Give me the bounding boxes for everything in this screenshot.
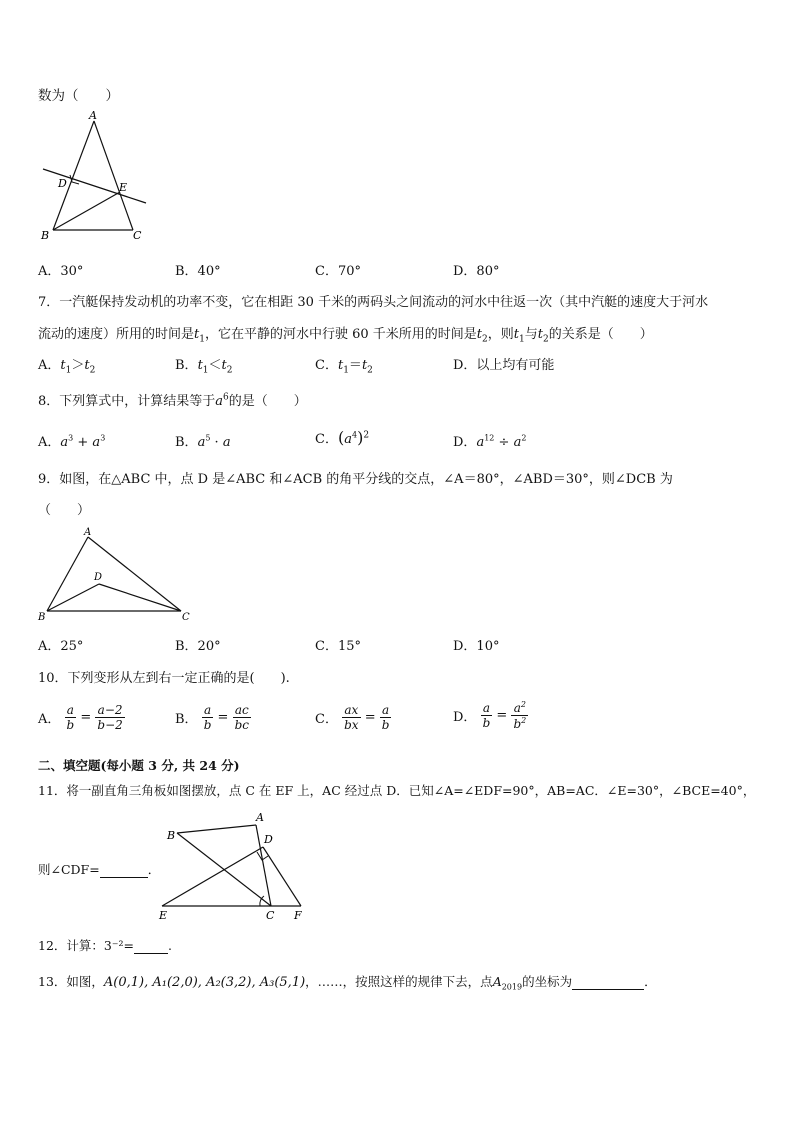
q9-line1: 9．如图，在△ABC 中，点 D 是∠ABC 和∠ACB 的角平分线的交点，∠A＝80°，∠ABD＝30°，则∠DCB 为 xyxy=(38,472,673,487)
q10-stem: 10．下列变形从左到右一定正确的是( ). xyxy=(38,671,290,686)
q11-label-f: F xyxy=(294,909,302,922)
section2-title: 二、填空题(每小题 3 分, 共 24 分) xyxy=(38,758,240,773)
q9-option-d[interactable]: D．10° xyxy=(453,639,500,654)
q11-label-e: E xyxy=(159,909,168,922)
q6-label-a: A xyxy=(89,109,97,122)
q7-line2: 流动的速度）所用的时间是$t_1$，它在平静的河水中行驶 60 千米所用的时间是$t_2$，则$t_1$与$t_2$的关系是（ ） xyxy=(38,327,653,345)
q11-label-d: D xyxy=(264,833,273,846)
q10-option-b[interactable]: B． $\frac{a}{b}$ = $\frac{ac}{bc}$ xyxy=(175,703,249,732)
q13-line: 13．如图，A(0,1), A₁(2,0), A₂(3,2), A₃(5,1)，……，按照这样的规律下去，点$A_{2019}$的坐标为 ． xyxy=(38,974,657,992)
q10-option-c[interactable]: C． $\frac{ax}{bx}$ = $\frac{a}{b}$ xyxy=(315,703,390,732)
q11-line1: 11．将一副直角三角板如图摆放，点 C 在 EF 上，AC 经过点 D．已知∠A=∠EDF=90°，AB=AC．∠E=30°，∠BCE=40°， xyxy=(38,783,756,798)
q6-stem-tail: 数为（ ） xyxy=(38,88,119,104)
q10-option-d[interactable]: D． $\frac{a}{b}$ = $\frac{a^2}{b^2}$ xyxy=(453,700,527,731)
q12-answer-blank[interactable] xyxy=(134,938,168,954)
q13-answer-blank[interactable] xyxy=(572,974,644,990)
q8-option-c[interactable]: C．$(a^4)^2$ xyxy=(315,428,370,447)
q6-label-d: D xyxy=(58,177,67,190)
q11-figure xyxy=(156,808,316,923)
q10-option-a[interactable]: A． $\frac{a}{b}$ = $\frac{a-2}{b-2}$ xyxy=(38,703,123,732)
q11-label-a: A xyxy=(256,811,264,824)
q7-option-d[interactable]: D．以上均有可能 xyxy=(453,358,555,373)
q9-option-c[interactable]: C．15° xyxy=(315,639,361,654)
q6-label-c: C xyxy=(133,229,142,242)
q6-option-d[interactable]: D．80° xyxy=(453,264,500,279)
q8-stem: 8．下列算式中，计算结果等于$a^6$的是（ ） xyxy=(38,392,307,409)
q7-line1: 7．一汽艇保持发动机的功率不变，它在相距 30 千米的两码头之间流动的河水中往返一次（其中汽艇的速度大于河水 xyxy=(38,295,709,310)
q11-answer-blank[interactable] xyxy=(100,862,148,878)
q6-option-b[interactable]: B．40° xyxy=(175,264,221,279)
q8-option-d[interactable]: D．$a^{12} \div a^2$ xyxy=(453,433,527,450)
q12-line: 12．计算：3⁻²= . xyxy=(38,938,172,953)
q11-line2: 则∠CDF= ． xyxy=(38,862,161,877)
q7-option-a[interactable]: A．$t_1>t_2$ xyxy=(38,358,96,376)
q9-label-b: B xyxy=(38,612,46,623)
q8-option-b[interactable]: B．$a^5 \cdot a$ xyxy=(175,433,231,450)
q6-label-b: B xyxy=(41,229,50,242)
q9-line2: （ ） xyxy=(38,503,91,518)
q9-figure xyxy=(36,525,196,625)
q7-option-c[interactable]: C．$t_1=t_2$ xyxy=(315,358,373,376)
q6-figure xyxy=(38,108,153,243)
q9-label-a: A xyxy=(84,527,92,538)
q6-option-c[interactable]: C．70° xyxy=(315,264,361,279)
q11-label-c: C xyxy=(266,909,275,922)
q9-option-a[interactable]: A．25° xyxy=(38,639,84,654)
q9-label-c: C xyxy=(182,612,190,623)
q11-label-b: B xyxy=(167,829,176,842)
q7-option-b[interactable]: B．$t_1<t_2$ xyxy=(175,358,233,376)
q9-option-b[interactable]: B．20° xyxy=(175,639,221,654)
q8-option-a[interactable]: A．$a^3 + a^3$ xyxy=(38,433,106,450)
q6-label-e: E xyxy=(119,181,128,194)
q9-label-d: D xyxy=(94,572,103,583)
q6-option-a[interactable]: A．30° xyxy=(38,264,84,279)
